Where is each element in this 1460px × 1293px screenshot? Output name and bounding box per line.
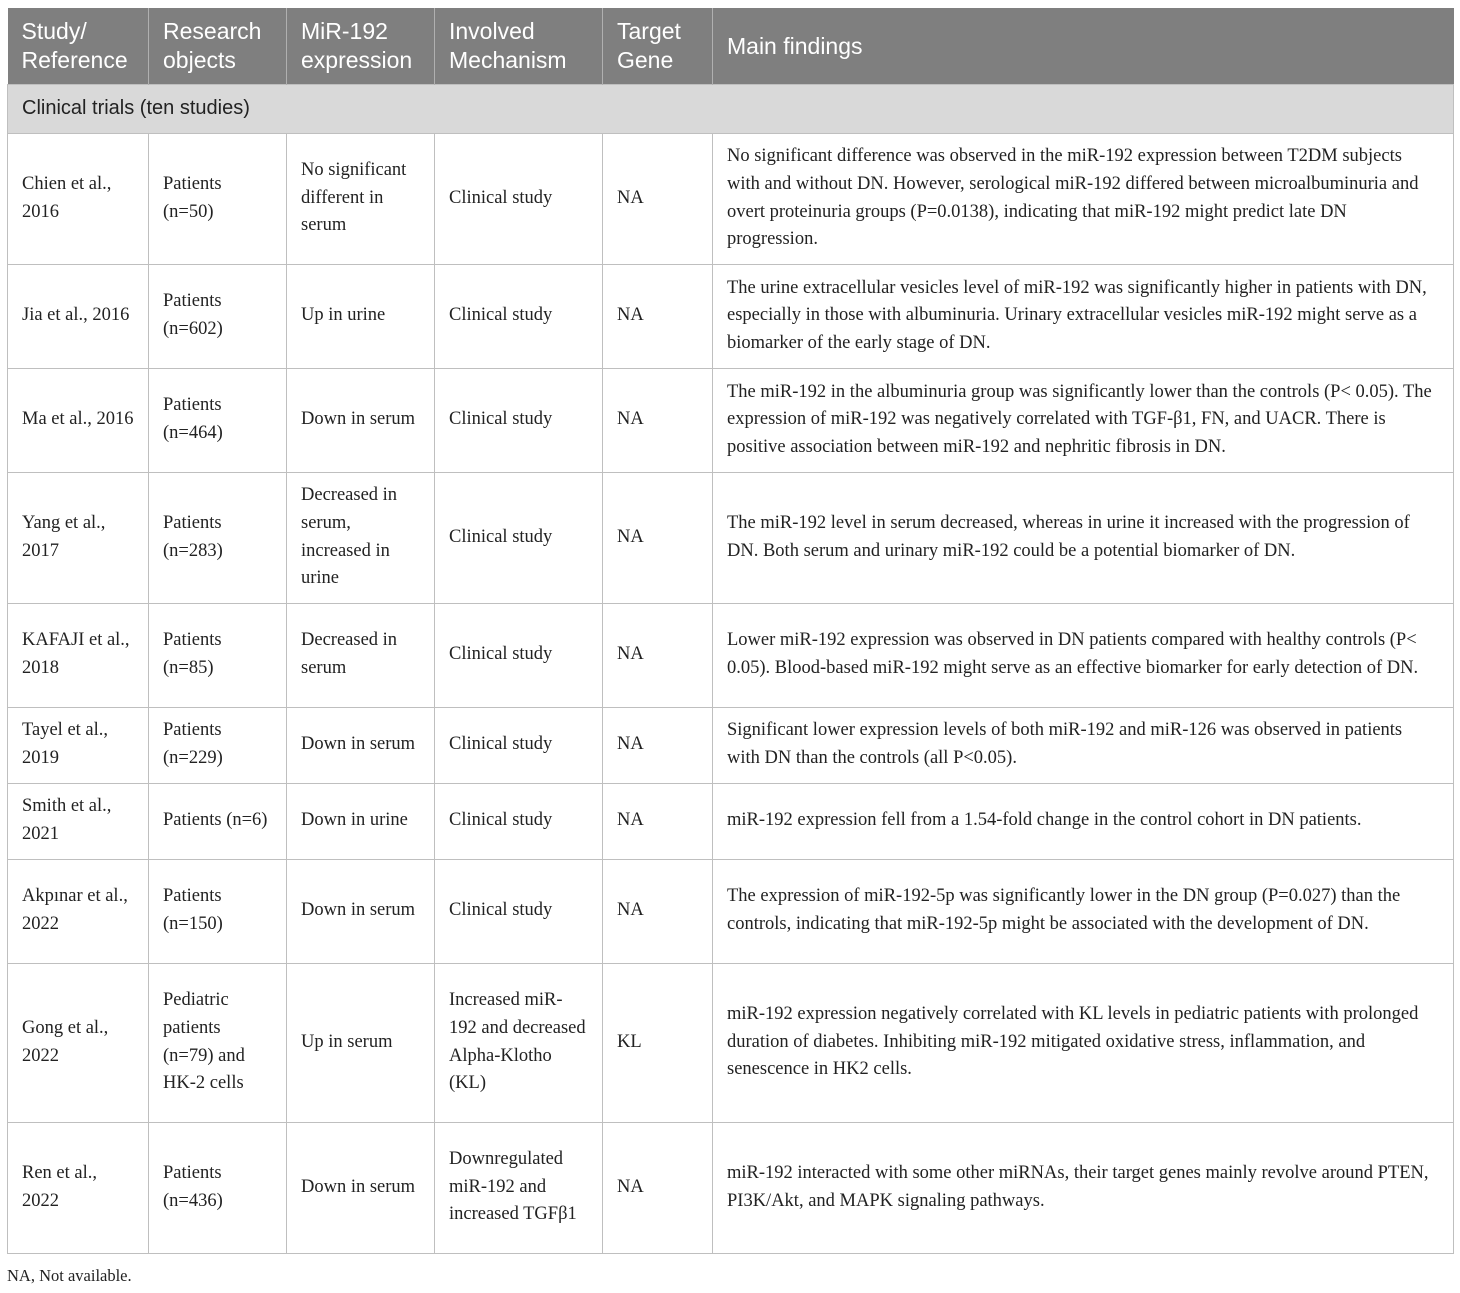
table-row <box>8 369 1454 473</box>
cell-research-objects: Patients (n=50) <box>149 134 287 265</box>
cell-target-gene: NA <box>603 604 713 708</box>
cell-study-reference: Akpınar et al., 2022 <box>8 860 149 964</box>
cell-involved-mechanism: Clinical study <box>435 369 603 473</box>
table-row <box>8 134 1454 265</box>
cell-research-objects: Patients (n=6) <box>149 784 287 860</box>
table-row <box>8 473 1454 604</box>
cell-research-objects: Patients (n=85) <box>149 604 287 708</box>
cell-study-reference: Jia et al., 2016 <box>8 265 149 369</box>
cell-mir192-expression: Down in urine <box>287 784 435 860</box>
cell-mir192-expression: Down in serum <box>287 860 435 964</box>
cell-study-reference: Ren et al., 2022 <box>8 1123 149 1254</box>
table-body <box>8 85 1454 1254</box>
cell-main-findings: The urine extracellular vesicles level of miR-192 was significantly higher in patients with DN, especially in those with albuminuria. Urinary extracellular vesicles miR-192 might serve as a biomarker of the early stage of DN. <box>713 265 1454 369</box>
cell-mir192-expression: Up in serum <box>287 964 435 1123</box>
cell-main-findings: Significant lower expression levels of both miR-192 and miR-126 was observed in patients with DN than the controls (all P<0.05). <box>713 708 1454 784</box>
cell-research-objects: Patients (n=150) <box>149 860 287 964</box>
cell-research-objects: Pediatric patients (n=79) and HK-2 cells <box>149 964 287 1123</box>
table-row <box>8 708 1454 784</box>
cell-target-gene: NA <box>603 369 713 473</box>
cell-study-reference: Chien et al., 2016 <box>8 134 149 265</box>
cell-study-reference: Ma et al., 2016 <box>8 369 149 473</box>
cell-research-objects: Patients (n=464) <box>149 369 287 473</box>
cell-study-reference: Smith et al., 2021 <box>8 784 149 860</box>
cell-study-reference: Gong et al., 2022 <box>8 964 149 1123</box>
cell-involved-mechanism: Clinical study <box>435 784 603 860</box>
cell-study-reference: Tayel et al., 2019 <box>8 708 149 784</box>
cell-research-objects: Patients (n=436) <box>149 1123 287 1254</box>
cell-mir192-expression: Down in serum <box>287 1123 435 1254</box>
cell-main-findings: Lower miR-192 expression was observed in DN patients compared with healthy controls (P< 0.05). Blood-based miR-192 might serve as an effective biomarker for early detection of DN. <box>713 604 1454 708</box>
cell-mir192-expression: Decreased in serum, increased in urine <box>287 473 435 604</box>
cell-target-gene: NA <box>603 708 713 784</box>
cell-main-findings: The expression of miR-192-5p was significantly lower in the DN group (P=0.027) than the controls, indicating that miR-192-5p might be associated with the development of DN. <box>713 860 1454 964</box>
cell-main-findings: miR-192 expression fell from a 1.54-fold change in the control cohort in DN patients. <box>713 784 1454 860</box>
cell-target-gene: NA <box>603 473 713 604</box>
cell-study-reference: Yang et al., 2017 <box>8 473 149 604</box>
cell-study-reference: KAFAJI et al., 2018 <box>8 604 149 708</box>
cell-target-gene: NA <box>603 134 713 265</box>
header-study-reference: Study/ Reference <box>8 8 149 85</box>
header-mir192-expression: MiR-192 expression <box>287 8 435 85</box>
header-involved-mechanism: Involved Mechanism <box>435 8 603 85</box>
cell-involved-mechanism: Clinical study <box>435 473 603 604</box>
table-row <box>8 1123 1454 1254</box>
cell-target-gene: NA <box>603 1123 713 1254</box>
footnote: NA, Not available. <box>7 1266 132 1285</box>
table-row <box>8 964 1454 1123</box>
cell-research-objects: Patients (n=283) <box>149 473 287 604</box>
cell-target-gene: NA <box>603 784 713 860</box>
cell-main-findings: No significant difference was observed in the miR-192 expression between T2DM subjects with and without DN. However, serological miR-192 differed between microalbuminuria and overt proteinuria groups (P=0.0138), indicating that miR-192 might predict late DN progression. <box>713 134 1454 265</box>
cell-involved-mechanism: Downregulated miR-192 and increased TGFβ1 <box>435 1123 603 1254</box>
table-row <box>8 784 1454 860</box>
header-target-gene: Target Gene <box>603 8 713 85</box>
cell-involved-mechanism: Increased miR-192 and decreased Alpha-Klotho (KL) <box>435 964 603 1123</box>
cell-mir192-expression: Down in serum <box>287 369 435 473</box>
table-header <box>8 8 1454 85</box>
cell-involved-mechanism: Clinical study <box>435 265 603 369</box>
studies-table <box>7 8 1454 1254</box>
cell-mir192-expression: Decreased in serum <box>287 604 435 708</box>
cell-involved-mechanism: Clinical study <box>435 708 603 784</box>
table-row <box>8 265 1454 369</box>
cell-target-gene: NA <box>603 860 713 964</box>
cell-involved-mechanism: Clinical study <box>435 860 603 964</box>
cell-main-findings: miR-192 interacted with some other miRNAs, their target genes mainly revolve around PTEN, PI3K/Akt, and MAPK signaling pathways. <box>713 1123 1454 1254</box>
header-main-findings: Main findings <box>713 8 1454 85</box>
header-research-objects: Research objects <box>149 8 287 85</box>
cell-mir192-expression: No significant different in serum <box>287 134 435 265</box>
cell-research-objects: Patients (n=229) <box>149 708 287 784</box>
cell-involved-mechanism: Clinical study <box>435 604 603 708</box>
cell-main-findings: The miR-192 in the albuminuria group was significantly lower than the controls (P< 0.05). The expression of miR-192 was negatively correlated with TGF-β1, FN, and UACR. There is positive association between miR-192 and nephritic fibrosis in DN. <box>713 369 1454 473</box>
cell-mir192-expression: Down in serum <box>287 708 435 784</box>
cell-mir192-expression: Up in urine <box>287 265 435 369</box>
section-row <box>8 85 1454 134</box>
cell-main-findings: The miR-192 level in serum decreased, whereas in urine it increased with the progression of DN. Both serum and urinary miR-192 could be a potential biomarker of DN. <box>713 473 1454 604</box>
cell-main-findings: miR-192 expression negatively correlated with KL levels in pediatric patients with prolonged duration of diabetes. Inhibiting miR-192 mitigated oxidative stress, inflammation, and senescence in HK2 cells. <box>713 964 1454 1123</box>
cell-involved-mechanism: Clinical study <box>435 134 603 265</box>
cell-research-objects: Patients (n=602) <box>149 265 287 369</box>
table-row <box>8 860 1454 964</box>
cell-target-gene: KL <box>603 964 713 1123</box>
table-row <box>8 604 1454 708</box>
section-label: Clinical trials (ten studies) <box>8 85 1454 134</box>
cell-target-gene: NA <box>603 265 713 369</box>
